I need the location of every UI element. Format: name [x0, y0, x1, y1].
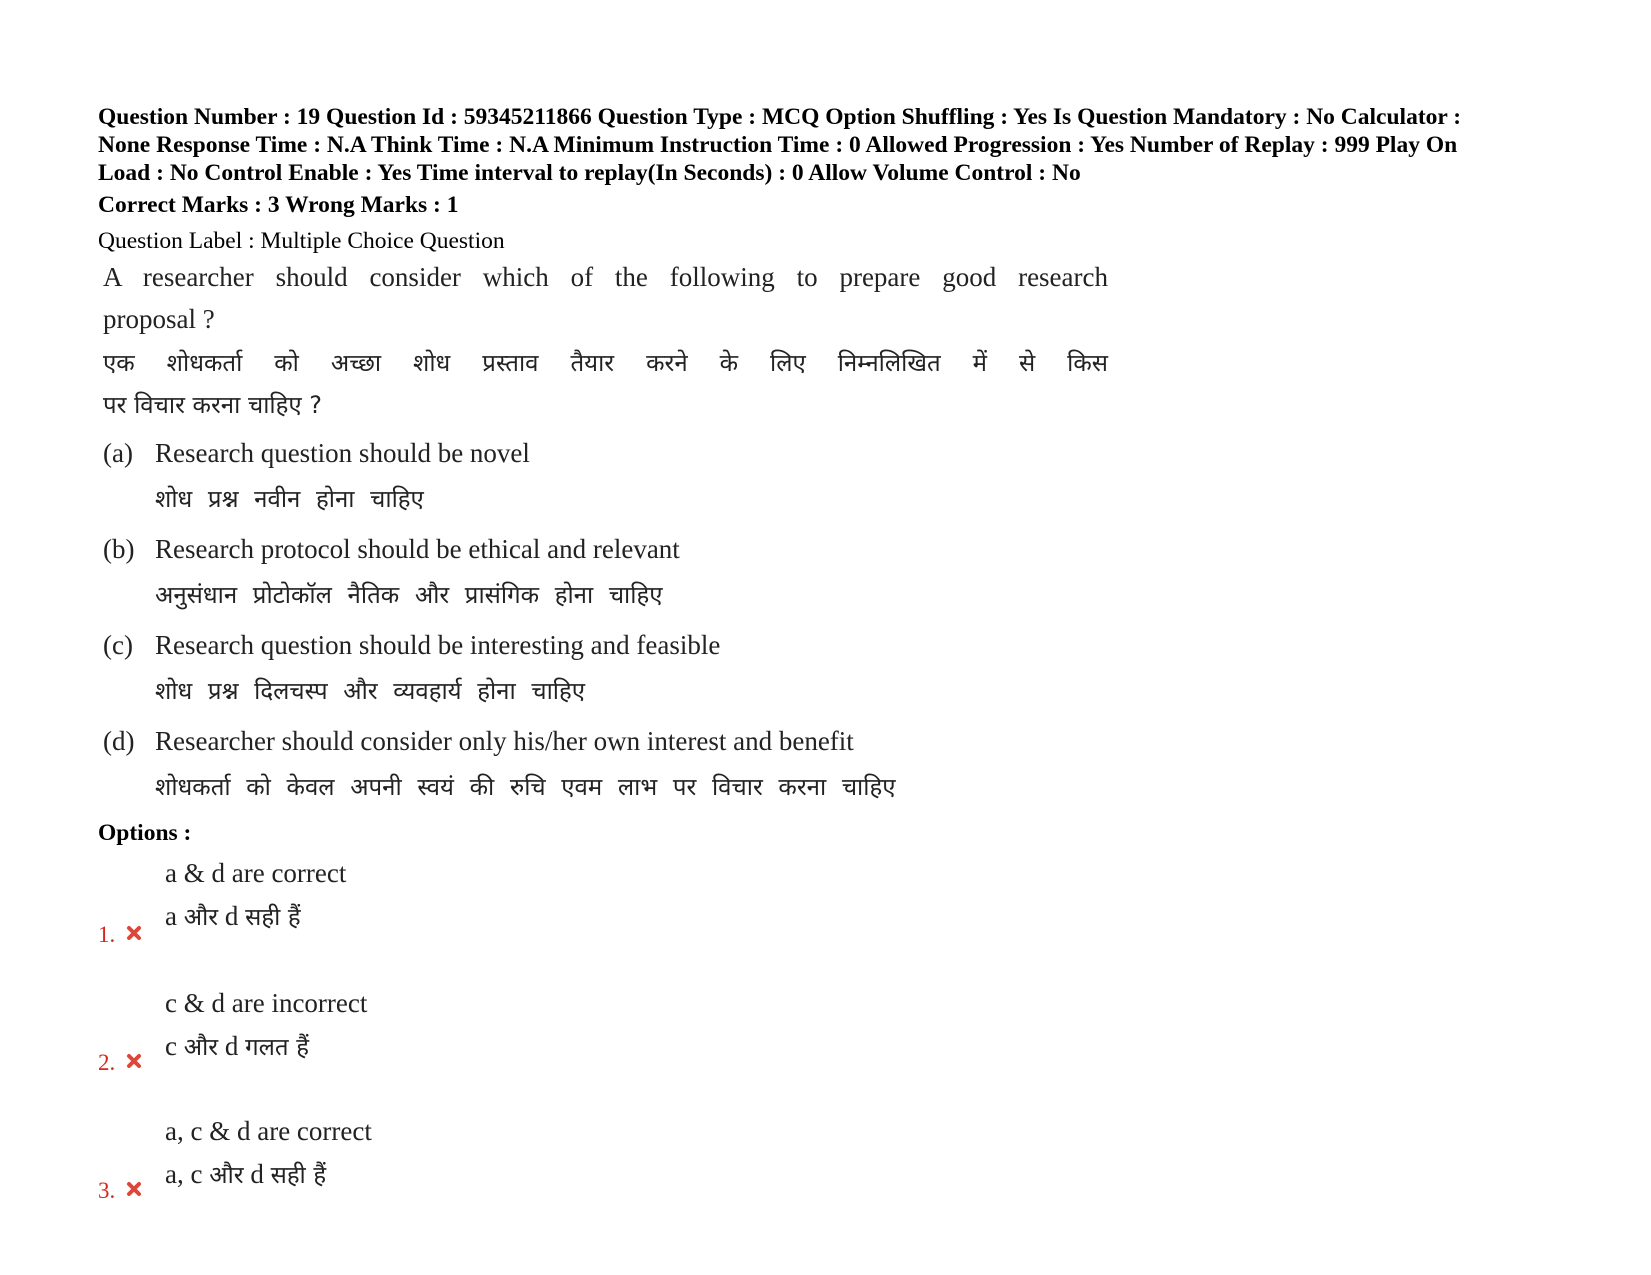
meta-line-2: None Response Time : N.A Think Time : N.A Minimum Instruction Time : 0 Allowed Progression : Yes Number of Replay : 999 Play On	[98, 132, 1458, 158]
option-3-number: 3.	[98, 1178, 116, 1203]
red-cross-icon	[126, 925, 142, 941]
options-heading: Options :	[98, 820, 192, 846]
question-metadata	[98, 103, 1568, 187]
item-text-hi-a: शोध प्रश्न नवीन होना चाहिए	[155, 485, 424, 513]
item-text-hi-b: अनुसंधान प्रोटोकॉल नैतिक और प्रासंगिक होना चाहिए	[155, 581, 663, 609]
option-2-number: 2.	[98, 1050, 116, 1075]
option-2-text-hi: c और d गलत हैं	[165, 1031, 309, 1061]
question-stem-hi-1: एक शोधकर्ता को अच्छा शोध प्रस्ताव तैयार करने के लिए निम्नलिखित में से किस	[103, 349, 1108, 377]
option-3-text-hi: a, c और d सही हैं	[165, 1159, 327, 1189]
red-cross-icon	[126, 1053, 142, 1069]
item-text-en-d: Researcher should consider only his/her own interest and benefit	[155, 726, 854, 756]
question-stem-en-1: A researcher should consider which of the following to prepare good research	[103, 262, 1108, 292]
option-1-number: 1.	[98, 922, 116, 947]
meta-line-3: Load : No Control Enable : Yes Time interval to replay(In Seconds) : 0 Allow Volume Control : No	[98, 160, 1081, 186]
item-label-a: (a)	[103, 438, 133, 468]
marks-info: Correct Marks : 3 Wrong Marks : 1	[98, 192, 459, 218]
option-2-text-en: c & d are incorrect	[165, 988, 368, 1018]
item-text-hi-c: शोध प्रश्न दिलचस्प और व्यवहार्य होना चाहिए	[155, 677, 586, 705]
question-stem-hi-2: पर विचार करना चाहिए ?	[103, 391, 323, 419]
question-stem-en-2: proposal ?	[103, 304, 215, 334]
meta-line-1: Question Number : 19 Question Id : 59345211866 Question Type : MCQ Option Shuffling : Yes Is Question Mandatory : No Calculator :	[98, 104, 1462, 130]
item-text-en-a: Research question should be novel	[155, 438, 530, 468]
item-text-hi-d: शोधकर्ता को केवल अपनी स्वयं की रुचि एवम लाभ पर विचार करना चाहिए	[155, 773, 896, 801]
item-label-b: (b)	[103, 534, 135, 564]
question-label: Question Label : Multiple Choice Question	[98, 228, 505, 254]
item-text-en-c: Research question should be interesting and feasible	[155, 630, 721, 660]
option-3-text-en: a, c & d are correct	[165, 1116, 372, 1146]
item-label-c: (c)	[103, 630, 133, 660]
item-text-en-b: Research protocol should be ethical and relevant	[155, 534, 680, 564]
red-cross-icon	[126, 1181, 142, 1197]
option-1-text-hi: a और d सही हैं	[165, 901, 301, 931]
option-1-text-en: a & d are correct	[165, 858, 347, 888]
item-label-d: (d)	[103, 726, 135, 756]
